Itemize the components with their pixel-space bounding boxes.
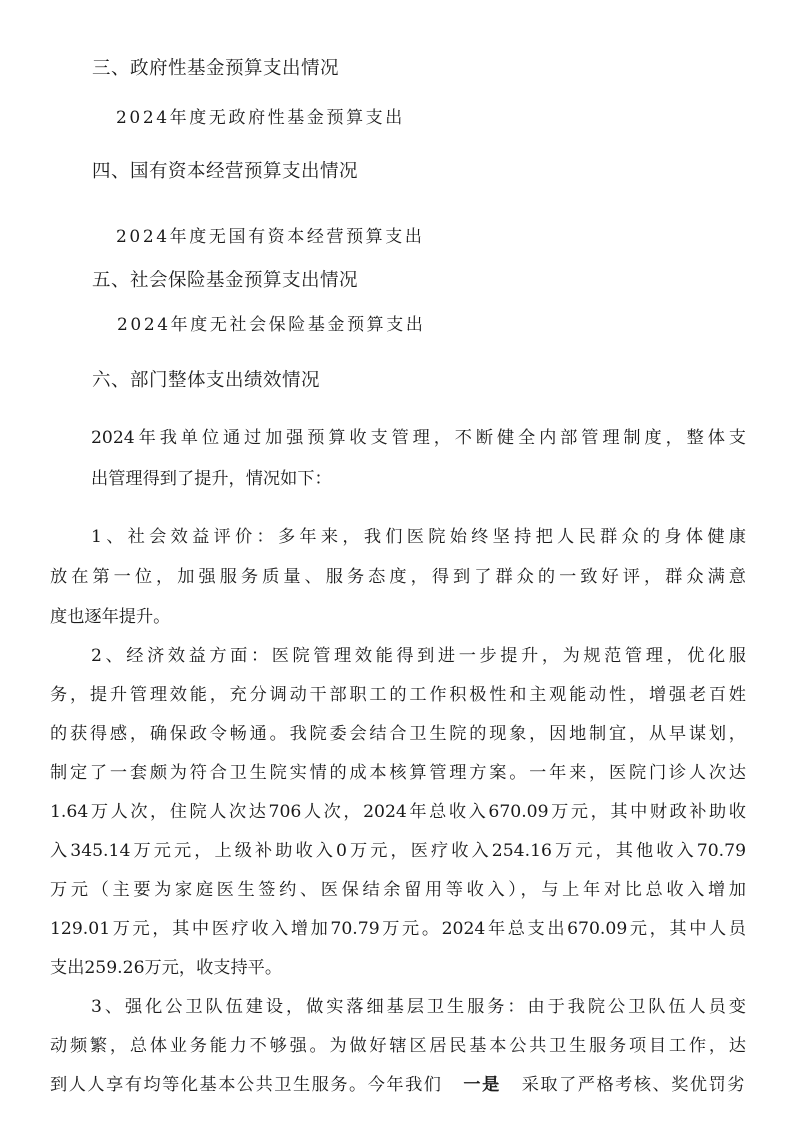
item-2-line-1: 2、经济效益方面：医院管理效能得到进一步提升，为规范管理，优化服: [91, 646, 746, 666]
section-3-heading: 三、政府性基金预算支出情况: [92, 58, 340, 79]
item-2-line-2: 务，提升管理效能，充分调动干部职工的工作积极性和主观能动性，增强老百姓: [50, 685, 746, 705]
intro-line-2: 出管理得到了提升，情况如下：: [91, 469, 332, 489]
item-3-line-2: 动频繁，总体业务能力不够强。为做好辖区居民基本公共卫生服务项目工作，达: [50, 1036, 746, 1056]
item-1-line-1: 1、社会效益评价：多年来，我们医院始终坚持把人民群众的身体健康: [91, 527, 746, 547]
item-3-emphasis: 一是: [463, 1075, 501, 1095]
item-2-line-5: 1.64万人次，住院人次达706人次，2024年总收入670.09万元，其中财政补助收: [50, 802, 746, 822]
item-1-line-2: 放在第一位，加强服务质量、服务态度，得到了群众的一致好评，群众满意: [50, 567, 746, 587]
item-2-line-4: 制定了一套颇为符合卫生院实情的成本核算管理方案。一年来，医院门诊人次达: [50, 763, 746, 783]
section-3-text: 2024年度无政府性基金预算支出: [116, 108, 405, 128]
section-5-heading: 五、社会保险基金预算支出情况: [92, 270, 359, 291]
item-2-line-3: 的获得感，确保政令畅通。我院委会结合卫生院的现象，因地制宜，从早谋划，: [50, 724, 746, 744]
item-2-line-9: 支出259.26万元，收支持平。: [50, 958, 283, 978]
section-5-text: 2024年度无社会保险基金预算支出: [117, 315, 426, 335]
section-4-heading: 四、国有资本经营预算支出情况: [92, 161, 359, 182]
intro-line-1: 2024年我单位通过加强预算收支管理，不断健全内部管理制度，整体支: [91, 428, 746, 448]
item-2-line-7: 万元（主要为家庭医生签约、医保结余留用等收入），与上年对比总收入增加: [50, 880, 746, 900]
item-3-line-1: 3、强化公卫队伍建设，做实落细基层卫生服务：由于我院公卫队伍人员变: [91, 997, 746, 1017]
item-3-line-3-text-a: 到人人享有均等化基本公共卫生服务。今年我们: [50, 1075, 443, 1095]
item-2-line-6: 入345.14万元元，上级补助收入0万元，医疗收入254.16万元，其他收入70.79: [50, 841, 746, 861]
item-2-line-8: 129.01万元，其中医疗收入增加70.79万元。2024年总支出670.09元，其中人员: [50, 919, 746, 939]
item-3-line-3: [50, 1074, 746, 1096]
section-4-text: 2024年度无国有资本经营预算支出: [116, 227, 425, 247]
item-3-line-3-part-a: [50, 1074, 746, 1096]
item-3-line-3-text-b: 采取了严格考核、奖优罚劣: [521, 1075, 746, 1095]
section-6-heading: 六、部门整体支出绩效情况: [92, 370, 321, 391]
item-1-line-3: 度也逐年提升。: [50, 607, 171, 627]
